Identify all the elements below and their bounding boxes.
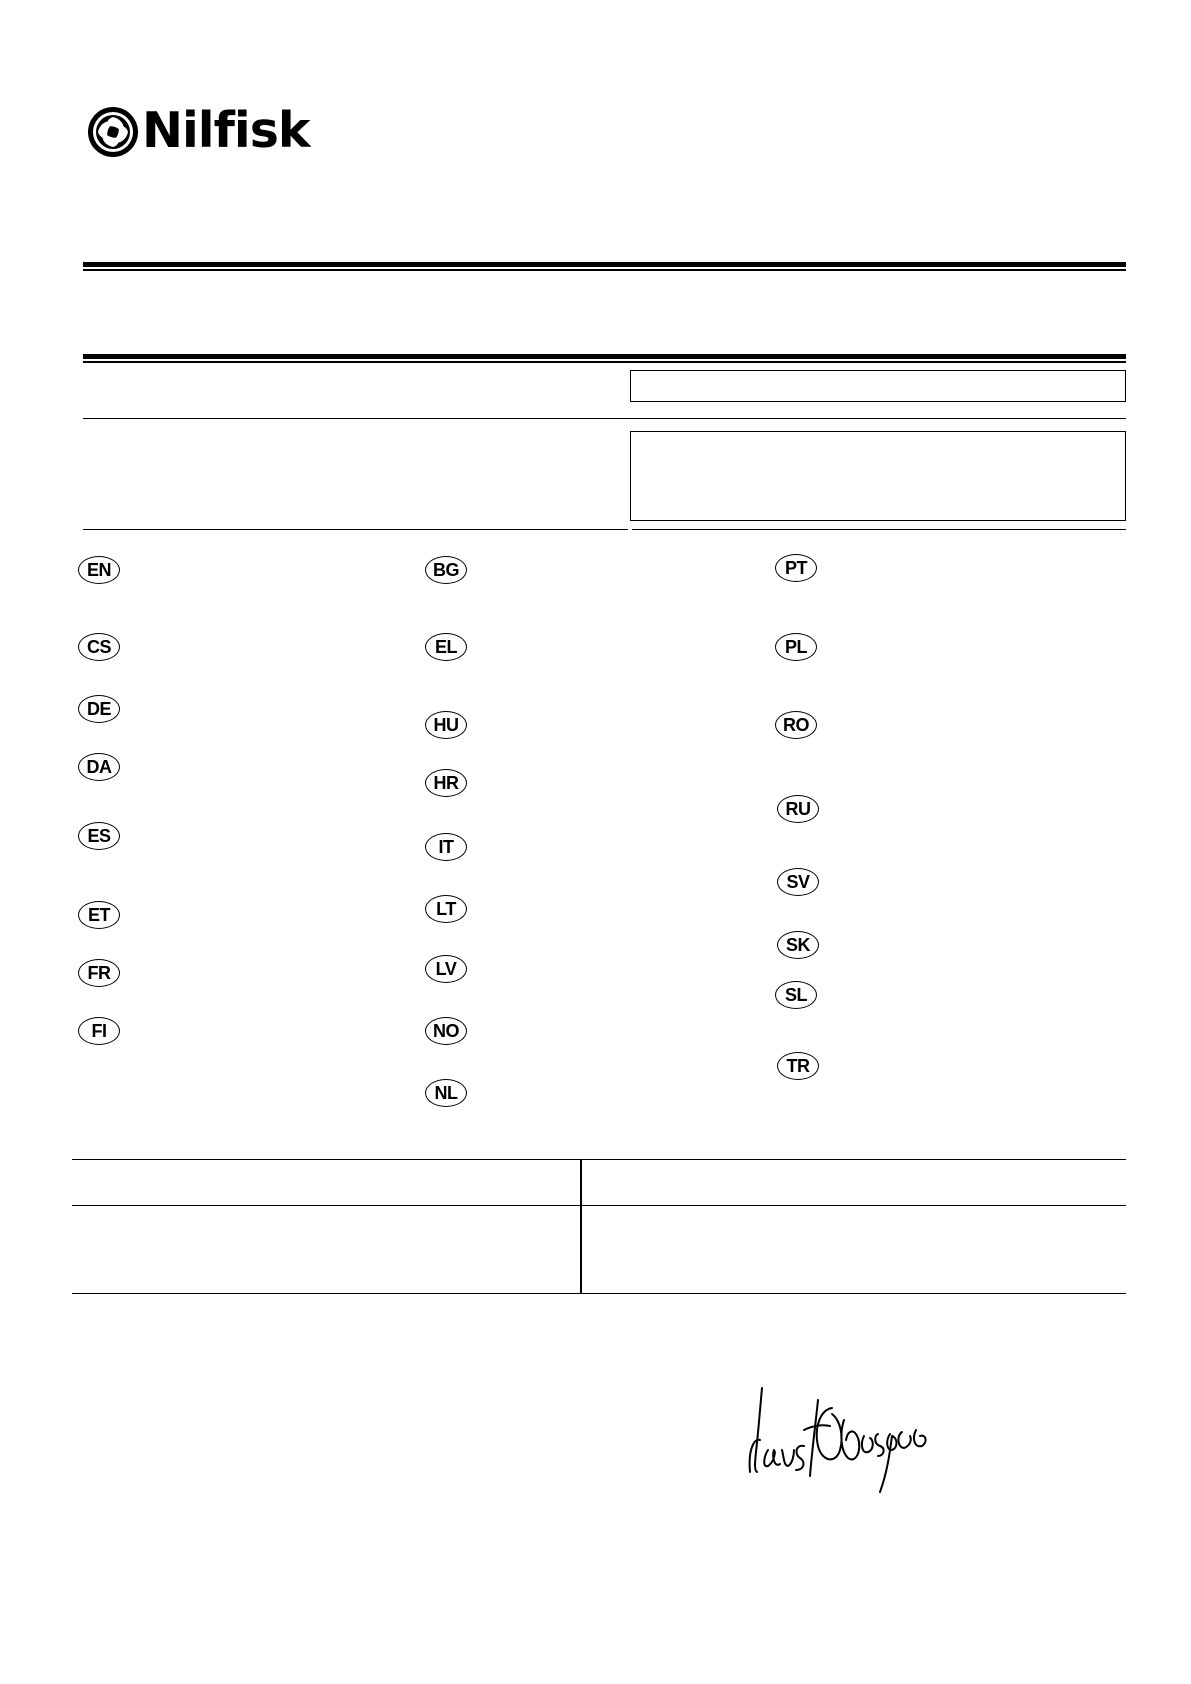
lang-badge-fr: FR (78, 959, 120, 987)
lang-badge-de: DE (78, 695, 120, 723)
header-rule-thick (83, 262, 1126, 267)
lang-badge-it: IT (425, 833, 467, 861)
logo-wordmark: Nilfisk (142, 101, 310, 159)
lang-badge-pt: PT (775, 554, 817, 582)
lang-badge-pl: PL (775, 633, 817, 661)
section-rule-thick (83, 354, 1126, 359)
lang-badge-no: NO (425, 1017, 467, 1045)
languages-top-rule-right (632, 529, 1126, 530)
lang-badge-nl: NL (425, 1079, 467, 1107)
lang-badge-fi: FI (78, 1017, 120, 1045)
lang-badge-es: ES (78, 822, 120, 850)
lang-badge-hu: HU (425, 711, 467, 739)
row-divider (83, 418, 1126, 419)
lang-badge-da: DA (78, 753, 120, 781)
table-top-rule (72, 1159, 1126, 1160)
nilfisk-logo-icon (86, 105, 140, 159)
table-column-divider (580, 1159, 582, 1294)
lang-badge-el: EL (425, 633, 467, 661)
header-rule-thin (83, 269, 1126, 271)
lang-badge-cs: CS (78, 633, 120, 661)
lang-badge-sv: SV (777, 868, 819, 896)
lang-badge-lt: LT (425, 895, 467, 923)
lang-badge-sl: SL (775, 981, 817, 1009)
nilfisk-logo (86, 102, 309, 162)
lang-badge-lv: LV (425, 955, 467, 983)
product-field-box (630, 370, 1126, 402)
lang-badge-en: EN (78, 556, 120, 584)
lang-badge-bg: BG (425, 556, 467, 584)
lang-badge-et: ET (78, 901, 120, 929)
lang-badge-ro: RO (775, 711, 817, 739)
table-bottom-rule (72, 1293, 1126, 1294)
section-rule-thin (83, 361, 1126, 363)
lang-badge-hr: HR (425, 769, 467, 797)
lang-badge-ru: RU (777, 795, 819, 823)
description-field-box (630, 431, 1126, 521)
lang-badge-sk: SK (777, 931, 819, 959)
languages-top-rule (83, 529, 628, 530)
handwritten-signature (740, 1380, 940, 1505)
table-middle-rule (72, 1205, 1126, 1206)
lang-badge-tr: TR (777, 1052, 819, 1080)
